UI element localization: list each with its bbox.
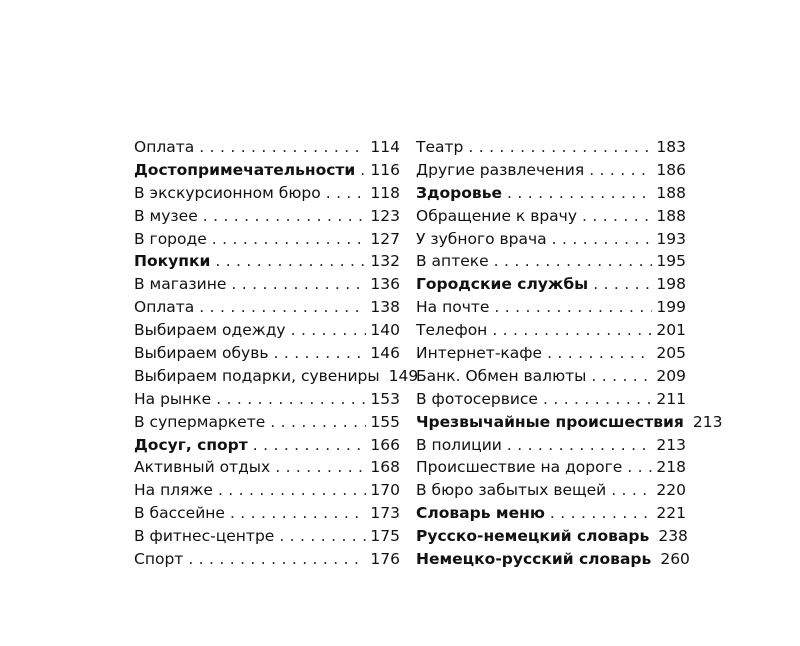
toc-entry-title: Словарь меню bbox=[416, 504, 545, 523]
toc-page-number: 220 bbox=[656, 481, 686, 500]
dot-leader bbox=[468, 136, 652, 159]
dot-leader bbox=[494, 250, 653, 273]
toc-entry-title: В экскурсионном бюро bbox=[134, 183, 321, 202]
dot-leader bbox=[593, 273, 652, 296]
toc-section-heading bbox=[134, 250, 400, 273]
dot-leader bbox=[203, 205, 367, 228]
dot-leader bbox=[589, 159, 652, 182]
toc-entry-title: Театр bbox=[416, 138, 464, 156]
toc-page-number: 146 bbox=[370, 344, 400, 363]
dot-leader bbox=[275, 456, 366, 479]
table-of-contents bbox=[134, 136, 723, 571]
toc-page-number: 170 bbox=[370, 481, 400, 500]
toc-page-number: 218 bbox=[656, 458, 686, 477]
dot-leader bbox=[492, 319, 652, 342]
dot-leader bbox=[216, 388, 366, 411]
toc-entry bbox=[416, 388, 686, 411]
toc-entry-title: В городе bbox=[134, 229, 207, 248]
toc-entry-title: В магазине bbox=[134, 275, 227, 294]
toc-page-number: 205 bbox=[656, 344, 686, 363]
toc-entry-title: Активный отдых bbox=[134, 458, 271, 477]
dot-leader bbox=[582, 205, 652, 228]
dot-leader bbox=[627, 456, 652, 479]
toc-entry-title: Русско-немецкий словарь bbox=[416, 527, 650, 546]
toc-page-number: 153 bbox=[370, 389, 400, 408]
toc-entry bbox=[134, 479, 400, 502]
toc-entry-title: Городские службы bbox=[416, 275, 589, 294]
toc-page-number: 209 bbox=[656, 366, 686, 385]
dot-leader bbox=[218, 479, 366, 502]
toc-page-number: 168 bbox=[370, 458, 400, 477]
dot-leader bbox=[199, 296, 366, 319]
toc-section-heading bbox=[134, 434, 400, 457]
toc-page-number: 260 bbox=[660, 550, 690, 569]
toc-entry-title: Оплата bbox=[134, 138, 195, 156]
toc-entry bbox=[134, 319, 400, 342]
toc-entry-title: В аптеке bbox=[416, 252, 489, 271]
dot-leader bbox=[360, 159, 366, 182]
toc-page-number: 188 bbox=[656, 183, 686, 202]
toc-entry bbox=[134, 296, 400, 319]
toc-page-number: 213 bbox=[656, 435, 686, 454]
toc-entry bbox=[134, 456, 400, 479]
dot-leader bbox=[212, 228, 367, 251]
toc-entry-title: В бассейне bbox=[134, 504, 225, 523]
toc-section-heading bbox=[416, 548, 690, 571]
toc-entry bbox=[416, 342, 686, 365]
toc-page-number: 123 bbox=[370, 206, 400, 225]
toc-page-number: 118 bbox=[370, 183, 400, 202]
dot-leader bbox=[591, 365, 652, 388]
dot-leader bbox=[507, 182, 652, 205]
toc-page-number: 221 bbox=[656, 504, 686, 523]
toc-entry bbox=[416, 250, 686, 273]
toc-entry-title: Здоровье bbox=[416, 183, 503, 202]
toc-entry bbox=[134, 525, 400, 548]
toc-entry bbox=[416, 434, 686, 457]
toc-page-number: 176 bbox=[370, 550, 400, 569]
toc-entry-title: Выбираем подарки, сувениры bbox=[134, 366, 380, 385]
toc-entry bbox=[134, 182, 400, 205]
toc-entry bbox=[416, 319, 686, 342]
toc-page-number: 140 bbox=[370, 321, 400, 340]
toc-entry-title: Интернет-кафе bbox=[416, 344, 543, 363]
dot-leader bbox=[494, 296, 652, 319]
toc-entry bbox=[416, 136, 686, 159]
toc-page-number: 149 bbox=[388, 366, 419, 385]
toc-entry-title: Достопримечательности bbox=[134, 160, 356, 179]
toc-entry bbox=[134, 205, 400, 228]
toc-entry-title: Спорт bbox=[134, 550, 184, 569]
toc-column-right bbox=[416, 136, 723, 571]
dot-leader bbox=[547, 342, 652, 365]
dot-leader bbox=[231, 273, 366, 296]
toc-page-number: 116 bbox=[370, 160, 400, 179]
toc-page-number: 173 bbox=[370, 504, 400, 523]
toc-page-number: 155 bbox=[370, 412, 400, 431]
toc-entry bbox=[134, 136, 400, 159]
toc-column-left bbox=[134, 136, 419, 571]
toc-entry-title: Выбираем обувь bbox=[134, 344, 269, 363]
toc-entry bbox=[134, 502, 400, 525]
toc-page-number: 198 bbox=[656, 275, 686, 294]
toc-page-number: 238 bbox=[658, 527, 688, 546]
toc-entry-title: На почте bbox=[416, 298, 490, 317]
toc-entry-title: Происшествие на дороге bbox=[416, 458, 623, 477]
toc-entry-title: В бюро забытых вещей bbox=[416, 481, 607, 500]
toc-entry-title: В музее bbox=[134, 206, 198, 225]
toc-entry bbox=[134, 411, 400, 434]
toc-entry bbox=[416, 456, 686, 479]
toc-entry bbox=[134, 273, 400, 296]
toc-page-number: 166 bbox=[370, 435, 400, 454]
toc-page-number: 175 bbox=[370, 527, 400, 546]
toc-section-heading bbox=[134, 159, 400, 182]
dot-leader bbox=[199, 136, 366, 159]
toc-entry bbox=[134, 365, 419, 388]
toc-page-number: 186 bbox=[656, 160, 686, 179]
toc-page-number: 201 bbox=[656, 321, 686, 340]
toc-page-number: 193 bbox=[656, 229, 686, 248]
toc-entry bbox=[416, 296, 686, 319]
toc-page-number: 199 bbox=[656, 298, 686, 317]
toc-section-heading bbox=[416, 502, 686, 525]
toc-entry bbox=[134, 388, 400, 411]
dot-leader bbox=[273, 342, 366, 365]
dot-leader bbox=[552, 228, 653, 251]
toc-entry-title: Телефон bbox=[416, 321, 488, 340]
toc-page-number: 195 bbox=[656, 252, 686, 271]
toc-section-heading bbox=[416, 525, 686, 548]
dot-leader bbox=[230, 502, 366, 525]
toc-page-number: 213 bbox=[692, 412, 723, 431]
dot-leader bbox=[326, 182, 367, 205]
toc-entry bbox=[416, 159, 686, 182]
toc-entry-title: В супермаркете bbox=[134, 412, 266, 431]
toc-page-number: 138 bbox=[370, 298, 400, 317]
toc-entry bbox=[416, 228, 686, 251]
toc-section-heading bbox=[416, 182, 686, 205]
toc-entry-title: На пляже bbox=[134, 481, 213, 500]
toc-entry bbox=[416, 205, 686, 228]
toc-page-number: 132 bbox=[370, 252, 400, 271]
toc-entry-title: В полиции bbox=[416, 435, 502, 454]
toc-entry-title: Оплата bbox=[134, 298, 195, 317]
toc-entry bbox=[416, 479, 686, 502]
toc-entry-title: В фотосервисе bbox=[416, 389, 538, 408]
dot-leader bbox=[253, 434, 367, 457]
toc-entry bbox=[416, 365, 686, 388]
dot-leader bbox=[543, 388, 652, 411]
toc-entry-title: На рынке bbox=[134, 389, 212, 408]
toc-page-number: 188 bbox=[656, 206, 686, 225]
dot-leader bbox=[611, 479, 652, 502]
toc-entry-title: Банк. Обмен валюты bbox=[416, 366, 587, 385]
toc-entry-title: Другие развлечения bbox=[416, 160, 585, 179]
dot-leader bbox=[270, 411, 366, 434]
dot-leader bbox=[550, 502, 653, 525]
toc-entry-title: Выбираем одежду bbox=[134, 321, 286, 340]
toc-entry-title: Обращение к врачу bbox=[416, 206, 577, 225]
toc-page-number: 114 bbox=[370, 138, 400, 156]
toc-page-number: 136 bbox=[370, 275, 400, 294]
toc-entry-title: В фитнес-центре bbox=[134, 527, 275, 546]
toc-entry-title: Немецко-русский словарь bbox=[416, 550, 652, 569]
toc-page-number: 183 bbox=[656, 138, 686, 156]
toc-page-number: 127 bbox=[370, 229, 400, 248]
toc-entry-title: У зубного врача bbox=[416, 229, 547, 248]
dot-leader bbox=[291, 319, 367, 342]
toc-page-number: 211 bbox=[656, 389, 686, 408]
dot-leader bbox=[279, 525, 366, 548]
toc-entry-title: Чрезвычайные происшествия bbox=[416, 412, 684, 431]
dot-leader bbox=[507, 434, 653, 457]
dot-leader bbox=[188, 548, 366, 571]
toc-section-heading bbox=[416, 273, 686, 296]
dot-leader bbox=[215, 250, 366, 273]
toc-entry-title: Покупки bbox=[134, 252, 211, 271]
toc-entry bbox=[134, 342, 400, 365]
toc-entry-title: Досуг, спорт bbox=[134, 435, 248, 454]
toc-entry bbox=[134, 548, 400, 571]
toc-section-heading bbox=[416, 411, 723, 434]
toc-entry bbox=[134, 228, 400, 251]
